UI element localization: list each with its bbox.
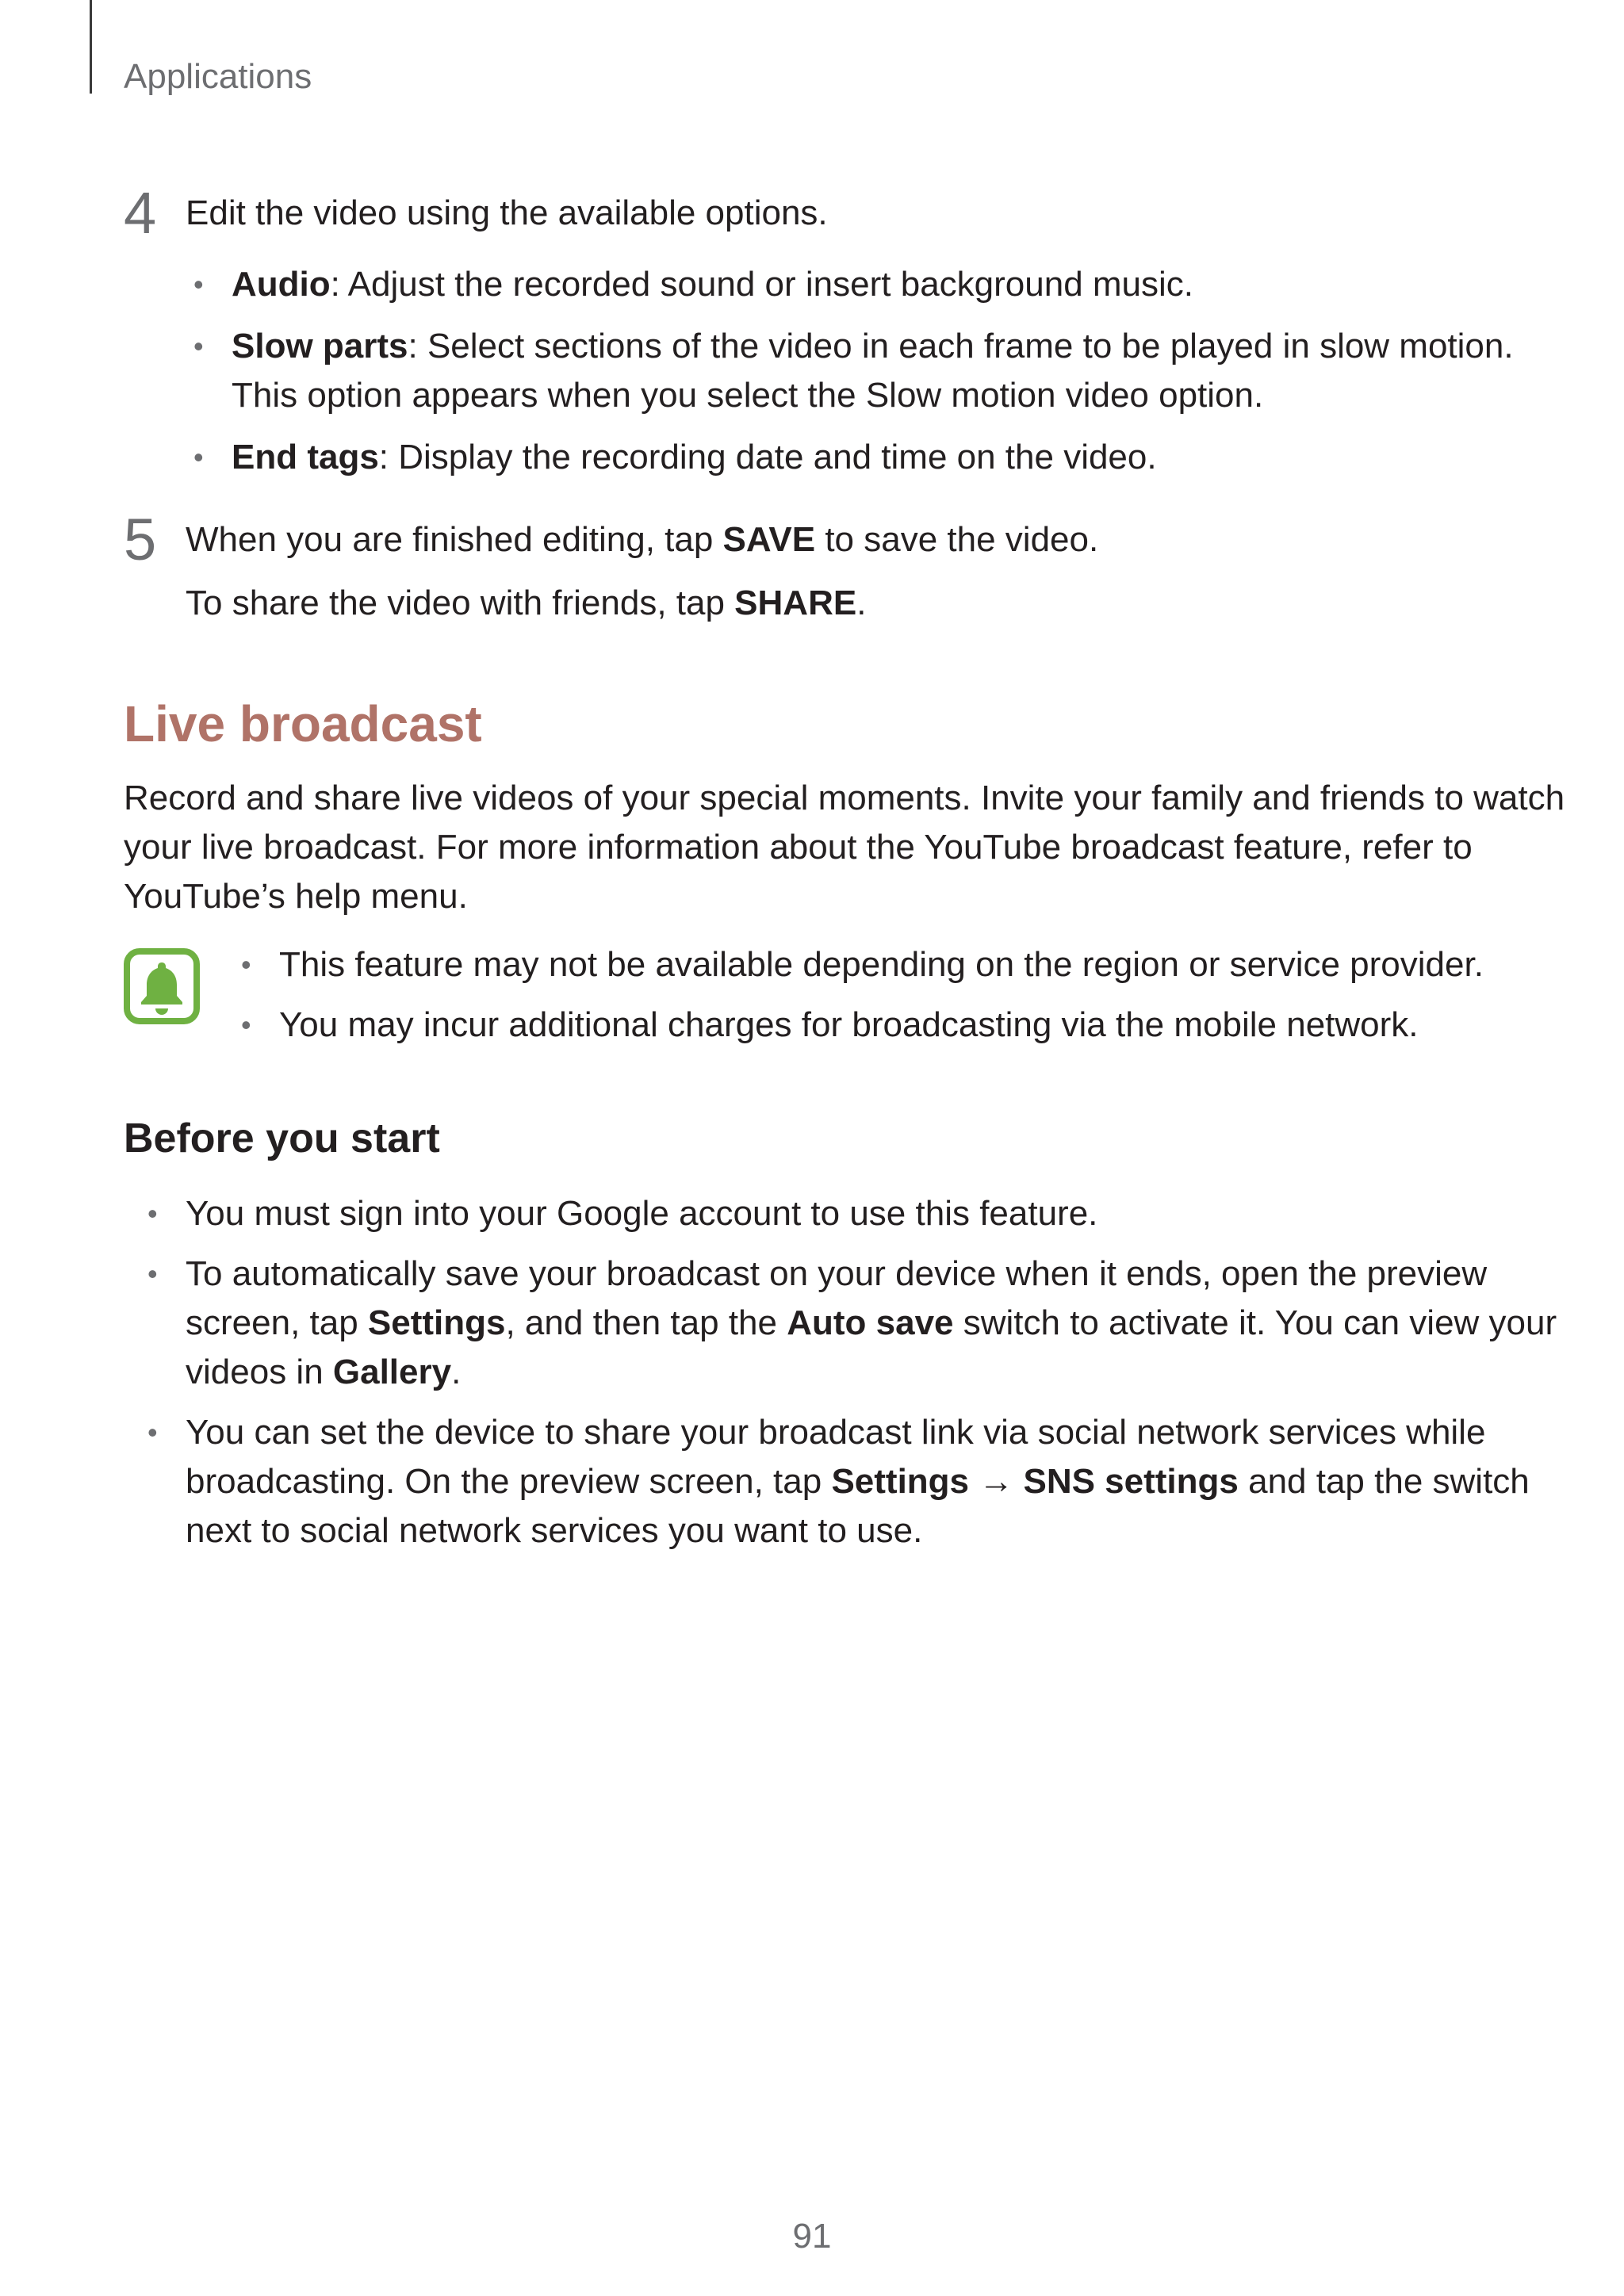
text-run: , and then tap the: [505, 1303, 787, 1342]
intro-line-2: your live broadcast. For more information about the YouTube broadcast feature, refer to: [124, 828, 1473, 867]
bullet-continuation: This option appears when you select the Slow motion video option.: [232, 376, 1264, 415]
bullet-text: : Adjust the recorded sound or insert background music.: [330, 265, 1194, 304]
bullet-end-tags: [193, 433, 1157, 482]
gallery-label: Gallery: [332, 1353, 452, 1391]
bullet-text: next to social network services you want to use.: [186, 1511, 923, 1550]
section-title-live-broadcast: Live broadcast: [124, 695, 482, 752]
arrow-glyph: →: [969, 1462, 1024, 1501]
bullet-text: You can set the device to share your broadcast link via social network services while: [186, 1413, 1486, 1452]
bullet-audio: [193, 260, 1194, 309]
step-text-line1: [186, 520, 1098, 560]
bullet-text: To automatically save your broadcast on your device when it ends, open the preview: [186, 1254, 1488, 1293]
text-run: videos in: [186, 1353, 333, 1391]
bullet-term: Slow parts: [232, 327, 408, 365]
text-run: .: [451, 1353, 462, 1391]
bullet-dot: •: [147, 1257, 158, 1290]
text-run: to save the video.: [815, 520, 1099, 559]
text-run: broadcasting. On the preview screen, tap: [186, 1462, 832, 1501]
settings-label: Settings: [367, 1303, 506, 1342]
page-corner-line: [90, 0, 92, 94]
intro-line-3: YouTube’s help menu.: [124, 877, 468, 916]
before-bullet-1: [147, 1189, 1098, 1238]
settings-label: Settings: [831, 1462, 970, 1501]
bullet-dot: •: [241, 1008, 251, 1041]
bullet-term: End tags: [232, 438, 379, 476]
text-run: To share the video with friends, tap: [186, 584, 735, 622]
text-run: screen, tap: [186, 1303, 368, 1342]
page-header: Applications: [124, 57, 312, 96]
step-text-line2: [186, 584, 866, 623]
note-bullet-2: [241, 1001, 1419, 1050]
step-number: 5: [124, 507, 157, 572]
step-text: Edit the video using the available options.: [186, 193, 828, 232]
bell-notice-icon: [124, 948, 200, 1024]
before-bullet-3: [147, 1408, 1530, 1556]
text-run: When you are finished editing, tap: [186, 520, 723, 559]
share-label: SHARE: [734, 584, 857, 622]
page-number: 91: [792, 2217, 832, 2256]
text-run: .: [856, 584, 867, 622]
auto-save-label: Auto save: [787, 1303, 954, 1342]
text-run: switch to activate it. You can view your: [953, 1303, 1557, 1342]
note-text: You may incur additional charges for broadcasting via the mobile network.: [279, 1005, 1419, 1044]
bullet-text: You must sign into your Google account to use this feature.: [186, 1194, 1098, 1233]
save-label: SAVE: [722, 520, 816, 559]
bullet-text: : Display the recording date and time on the video.: [378, 438, 1157, 476]
note-text: This feature may not be available depending on the region or service provider.: [279, 945, 1484, 984]
sns-settings-label: SNS settings: [1023, 1462, 1239, 1501]
text-run: and tap the switch: [1238, 1462, 1530, 1501]
bullet-text: : Select sections of the video in each frame to be played in slow motion.: [408, 327, 1514, 365]
bullet-slow-parts: [193, 322, 1514, 420]
intro-line-1: Record and share live videos of your special moments. Invite your family and friends to watch: [124, 779, 1565, 817]
bullet-dot: •: [241, 948, 251, 981]
bullet-dot: •: [147, 1416, 158, 1448]
bullet-dot: •: [193, 330, 204, 362]
bullet-dot: •: [193, 268, 204, 300]
note-bullet-1: [241, 940, 1484, 989]
before-bullet-2: [147, 1249, 1557, 1397]
bullet-dot: •: [193, 441, 204, 473]
bullet-term: Audio: [232, 265, 331, 304]
bullet-dot: •: [147, 1197, 158, 1230]
step-number: 4: [124, 180, 157, 246]
subsection-title-before-you-start: Before you start: [124, 1115, 440, 1161]
